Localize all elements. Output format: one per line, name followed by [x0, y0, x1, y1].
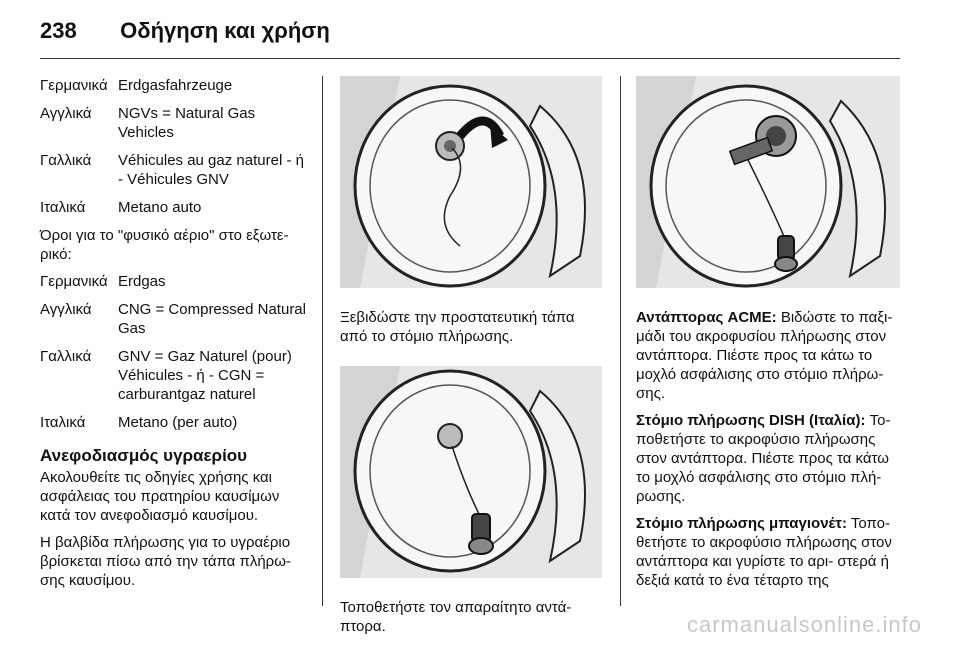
language-label: Ιταλικά [40, 414, 86, 431]
text-dish: Το- ποθετήστε το ακροφύσιο πλήρωσης στον αντάπτορα. Πιέστε προς τα κάτω το μοχλό ασφάλισης στο στόμιο πλή- ρωσης. [636, 412, 891, 505]
paragraph-dish [636, 411, 904, 506]
table-row [40, 300, 308, 338]
paragraph-bayonet [636, 514, 904, 590]
label-bayonet: Στόμιο πλήρωσης μπαγιονέτ: [636, 515, 847, 532]
language-label: Ιταλικά [40, 199, 86, 216]
illustration-remove-cap [340, 76, 602, 288]
illustration-acme-adapter [636, 76, 900, 288]
language-label: Αγγλικά [40, 301, 92, 318]
language-label: Γερμανικά [40, 77, 108, 94]
table-row [40, 76, 308, 95]
column-3 [636, 76, 904, 598]
terms-intro: Όροι για το "φυσικό αέριο" στο εξωτε- ρικό: [40, 227, 289, 263]
language-label: Γαλλικά [40, 152, 92, 169]
column-1 [40, 76, 308, 598]
text-acme: Βιδώστε το παξι- μάδι του ακροφυσίου πλήρωσης στον αντάπτορα. Πιέστε προς τα κάτω το μοχλό ασφάλισης στο στόμιο πλήρω- σης. [636, 309, 893, 402]
page-title: Οδήγηση και χρήση [120, 18, 330, 43]
paragraph-acme [636, 308, 904, 403]
page-number: 238 [40, 18, 77, 43]
term-value: Metano (per auto) [118, 414, 238, 431]
table-row [40, 272, 308, 291]
language-label: Γερμανικά [40, 273, 108, 290]
figure-caption: Ξεβιδώστε την προστατευτική τάπα από το στόμιο πλήρωσης. [340, 309, 575, 345]
table-row [40, 347, 308, 404]
section-heading: Ανεφοδιασμός υγραερίου [40, 446, 248, 465]
watermark: carmanualsonline.info [686, 612, 922, 637]
paragraph: Ακολουθείτε τις οδηγίες χρήσης και ασφάλειας του πρατηρίου καυσίμων κατά τον ανεφοδιασμό καυσίμου. [40, 469, 280, 524]
language-label: Αγγλικά [40, 105, 92, 122]
page-header [40, 18, 330, 44]
terms-table-1 [40, 76, 308, 217]
column-divider-1 [322, 76, 323, 606]
term-value: Erdgas [118, 273, 166, 290]
figure-caption: Τοποθετήστε τον απαραίτητο αντά- πτορα. [340, 599, 572, 635]
term-value: NGVs = Natural Gas Vehicles [118, 105, 256, 141]
header-divider [40, 58, 900, 59]
language-label: Γαλλικά [40, 348, 92, 365]
column-2 [340, 76, 602, 656]
term-value: Véhicules au gaz naturel - ή - Véhicules GNV [118, 152, 304, 188]
illustration-insert-adapter [340, 366, 602, 578]
term-value: CNG = Compressed Natural Gas [118, 301, 306, 337]
terms-table-2 [40, 272, 308, 432]
table-row [40, 413, 308, 432]
text-bayonet: Τοπο- θετήστε το ακροφύσιο πλήρωσης στον αντάπτορα και γυρίστε το αρι- στερά ή δεξιά κατά το ένα τέταρτο της [636, 515, 892, 589]
label-dish: Στόμιο πλήρωσης DISH (Ιταλία): [636, 412, 866, 429]
paragraph: Η βαλβίδα πλήρωσης για το υγραέριο βρίσκεται πίσω από την τάπα πλήρω- σης καυσίμου. [40, 534, 291, 589]
term-value: Erdgasfahrzeuge [118, 77, 233, 94]
table-row [40, 151, 308, 189]
column-divider-2 [620, 76, 621, 606]
term-value: Metano auto [118, 199, 202, 216]
table-row [40, 104, 308, 142]
table-row [40, 198, 308, 217]
term-value: GNV = Gaz Naturel (pour) Véhicules - ή - CGN = carburantgaz naturel [118, 348, 292, 403]
label-acme: Αντάπτορας ACME: [636, 309, 777, 326]
